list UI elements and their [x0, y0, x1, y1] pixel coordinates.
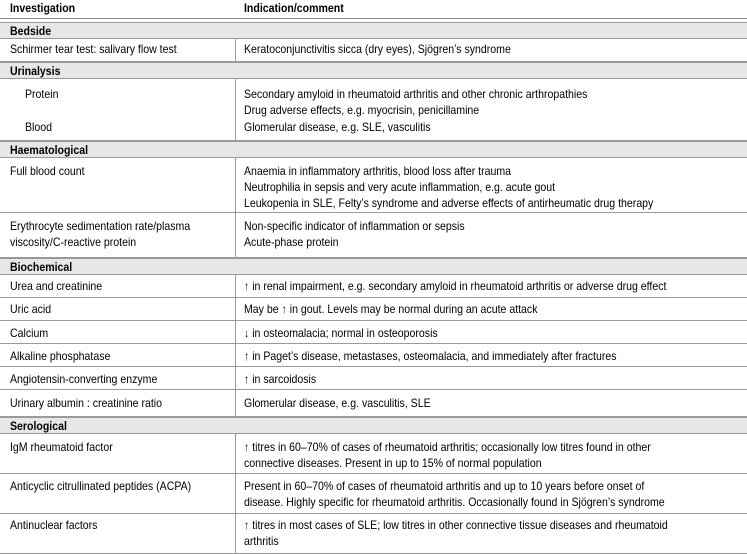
indication-line: Leukopenia in SLE, Felty’s syndrome and adverse effects of antirheumatic drug therapy [244, 196, 654, 210]
column-header-investigation: Investigation [10, 1, 76, 15]
section-biochemical [0, 258, 747, 275]
investigation-name: Alkaline phosphatase [10, 349, 111, 363]
section-haematological [0, 141, 747, 158]
table-row [0, 514, 747, 554]
column-divider [235, 275, 236, 417]
section-urinalysis [0, 62, 747, 79]
indication-line: Non-specific indicator of inflammation or sepsis [244, 219, 465, 233]
indication-line: arthritis [244, 534, 279, 548]
table-row [0, 275, 747, 298]
investigation-name: Urinary albumin : creatinine ratio [10, 396, 163, 410]
column-divider [235, 39, 236, 62]
indication-line: Acute-phase protein [244, 235, 339, 249]
table-row [0, 321, 747, 344]
indication-line: Secondary amyloid in rheumatoid arthritis and other chronic arthropathies [244, 87, 588, 101]
table-row [0, 119, 747, 141]
investigation-name: Calcium [10, 326, 49, 340]
investigation-name: Protein [25, 87, 59, 101]
investigation-name: Full blood count [10, 164, 85, 178]
indication-line: ↑ in sarcoidosis [244, 372, 317, 386]
table-row [0, 390, 747, 417]
section-title: Biochemical [10, 260, 73, 274]
table-row [0, 344, 747, 367]
investigation-name: Uric acid [10, 302, 52, 316]
indication-line: ↑ in renal impairment, e.g. secondary amyloid in rheumatoid arthritis or adverse drug effect [244, 279, 667, 293]
investigation-name: IgM rheumatoid factor [10, 440, 113, 454]
indication-line: ↑ in Paget’s disease, metastases, osteomalacia, and immediately after fractures [244, 349, 617, 363]
indication-line: Neutrophilia in sepsis and very acute inflammation, e.g. acute gout [244, 180, 556, 194]
column-divider [235, 79, 236, 141]
investigation-name: Schirmer tear test: salivary flow test [10, 42, 177, 56]
column-divider [235, 158, 236, 258]
indication-line: Glomerular disease, e.g. SLE, vasculitis [244, 120, 431, 134]
section-serological [0, 417, 747, 434]
investigation-name: Blood [25, 120, 53, 134]
indication-line: ↑ titres in most cases of SLE; low titres in other connective tissue diseases and rheumatoid [244, 518, 668, 532]
table-row [0, 79, 747, 119]
indication-line: ↓ in osteomalacia; normal in osteoporosis [244, 326, 438, 340]
table-row [0, 158, 747, 213]
table-row [0, 474, 747, 514]
section-title: Urinalysis [10, 64, 61, 78]
investigation-name: Angiotensin-converting enzyme [10, 372, 158, 386]
indication-line: Present in 60–70% of cases of rheumatoid arthritis and up to 10 years before onset of [244, 479, 645, 493]
indication-line: disease. Highly specific for rheumatoid arthritis. Occasionally found in Sjögren’s syndrome [244, 495, 665, 509]
section-bedside [0, 22, 747, 39]
table-row [0, 298, 747, 321]
column-header-indication: Indication/comment [244, 1, 344, 15]
investigation-name: Erythrocyte sedimentation rate/plasma [10, 219, 191, 233]
indication-line: connective diseases. Present in up to 15% of normal population [244, 456, 542, 470]
investigation-name: Anticyclic citrullinated peptides (ACPA) [10, 479, 192, 493]
investigation-name: Antinuclear factors [10, 518, 98, 532]
indication-line: Keratoconjunctivitis sicca (dry eyes), Sjögren’s syndrome [244, 42, 511, 56]
indication-line: Glomerular disease, e.g. vasculitis, SLE [244, 396, 431, 410]
table-row [0, 39, 747, 62]
section-title: Serological [10, 419, 67, 433]
indication-line: ↑ titres in 60–70% of cases of rheumatoid arthritis; occasionally low titres found in other [244, 440, 651, 454]
investigation-name: viscosity/C-reactive protein [10, 235, 137, 249]
table-row [0, 367, 747, 390]
table-header [0, 0, 747, 19]
investigation-name: Urea and creatinine [10, 279, 103, 293]
indication-line: Drug adverse effects, e.g. myocrisin, penicillamine [244, 103, 480, 117]
indication-line: Anaemia in inflammatory arthritis, blood loss after trauma [244, 164, 512, 178]
section-title: Haematological [10, 143, 89, 157]
column-divider [235, 434, 236, 554]
table-row [0, 213, 747, 258]
indication-line: May be ↑ in gout. Levels may be normal during an acute attack [244, 302, 538, 316]
table-row [0, 434, 747, 474]
section-title: Bedside [10, 24, 52, 38]
